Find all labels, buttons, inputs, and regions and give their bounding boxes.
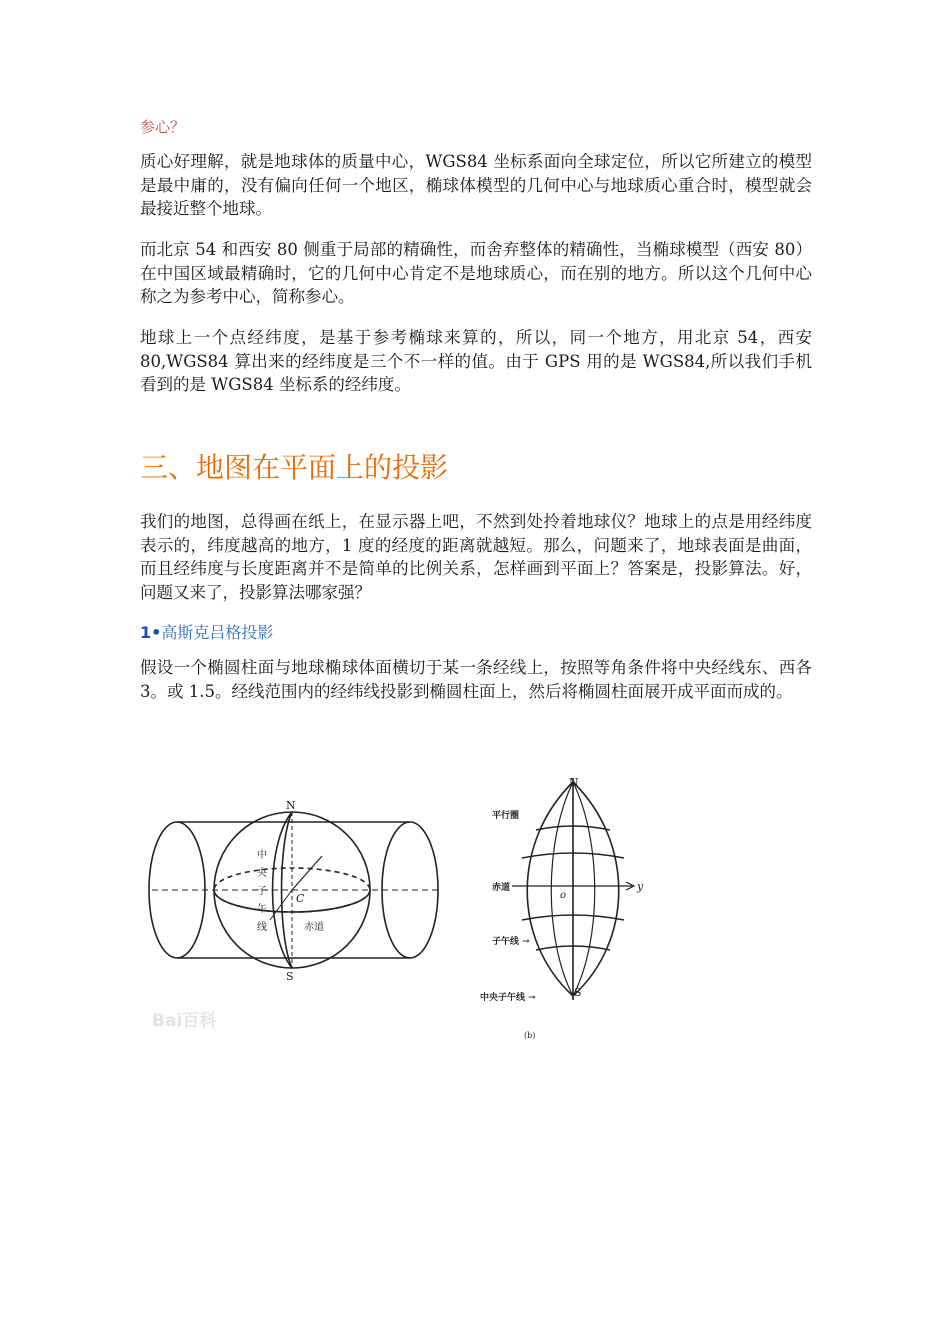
figure-caption-b: (b): [524, 1031, 536, 1040]
meridian-east-outer: [573, 782, 619, 996]
right-origin-label: o: [560, 890, 567, 901]
meridian-char-4: 午: [257, 904, 267, 915]
meridian-east-inner: [573, 782, 595, 996]
paragraph-local-datum: 而北京 54 和西安 80 侧重于局部的精确性，而舍弃整体的精确性，当椭球模型（西安 80）在中国区域最精确时，它的几何中心肯定不是地球质心，而在别的地方。所以这个几何中心称之为参考中心，简称参心。: [140, 240, 812, 306]
radius-line: [292, 856, 322, 890]
carry-over-heading: 参心？: [140, 118, 186, 136]
sub-heading-number: 1•: [140, 623, 162, 642]
paragraph-gauss-kruger: 假设一个椭圆柱面与地球椭球体面横切于某一条经线上，按照等角条件将中央经线东、西各 3。或 1.5。经线范围内的经纬线投影到椭圆柱面上，然后将椭圆柱面展开成平面而成的。: [140, 658, 812, 701]
cylinder-right-end: [382, 822, 438, 958]
meridian-char-3: 子: [257, 886, 267, 897]
meridian-char-1: 中: [257, 850, 267, 861]
label-parallel-circle: 平行圈: [492, 811, 520, 821]
projection-figure: [140, 764, 660, 1054]
meridian-char-2: 央: [257, 868, 267, 879]
label-equator: 赤道: [492, 883, 511, 893]
meridian-char-5: 线: [257, 922, 267, 933]
paragraph-projection-intro: 我们的地图，总得画在纸上，在显示器上吧，不然到处拎着地球仪？地球上的点是用经纬度表示的，纬度越高的地方，1 度的经度的距离就越短。那么，问题来了，地球表面是曲面，而且经纬度与长度距离并不是简单的比例关系，怎样画到平面上？答案是，投影算法。好，问题又来了，投影算法哪家强？: [140, 512, 812, 602]
section-heading-projection: 三、地图在平面上的投影: [140, 451, 449, 484]
right-y-axis-label: y: [637, 880, 644, 893]
cylinder-diagram: [149, 812, 440, 968]
globe-equator-front: [214, 890, 370, 912]
meridian-west-outer: [527, 782, 573, 996]
sub-heading-gauss-kruger: [140, 620, 273, 643]
left-south-label: S: [286, 970, 294, 983]
meridian-west-inner: [551, 782, 573, 996]
left-center-label: C: [296, 892, 305, 905]
paragraph-centroid: 质心好理解，就是地球体的质量中心，WGS84 坐标系面向全球定位，所以它所建立的模型是最中庸的，没有偏向任何一个地区，椭球体模型的几何中心与地球质心重合时，模型就会最接近整个地球。: [140, 152, 812, 218]
sub-heading-title: 高斯克吕格投影: [161, 623, 274, 642]
baidu-watermark: Bai百科: [152, 1011, 217, 1031]
label-central-meridian: 中央子午线 →: [480, 993, 536, 1003]
projection-grid-diagram: [512, 778, 634, 1000]
right-south-label: S: [574, 986, 582, 999]
right-north-label: N: [569, 776, 579, 789]
left-north-label: N: [286, 799, 296, 812]
label-meridian: 子午线 →: [492, 937, 530, 947]
left-equator-label: 赤道: [304, 922, 324, 933]
paragraph-coordinates: 地球上一个点经纬度，是基于参考椭球来算的，所以，同一个地方，用北京 54，西安 80,WGS84 算出来的经纬度是三个不一样的值。由于 GPS 用的是 WGS84,所以我们手机看到的是 WGS84 坐标系的经纬度。: [140, 328, 812, 394]
